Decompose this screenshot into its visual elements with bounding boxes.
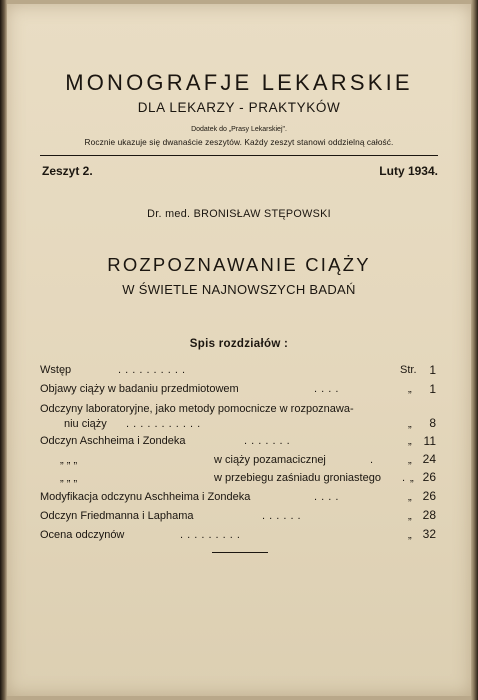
series-subtitle: DLA LEKARZY - PRAKTYKÓW [137,100,341,115]
toc-page-number: 26 [422,489,436,503]
toc-page-number: 1 [429,382,436,396]
author-name: Dr. med. BRONISŁAW STĘPOWSKI [147,208,331,220]
toc-ditto-marks: „ „ „ [60,454,78,466]
toc-entry-label: Odczyny laboratoryjne, jako metody pomocnicze w rozpoznawa- [40,403,354,415]
toc-leader-dots: . . . . . . [262,510,302,522]
toc-ditto-marks: „ „ „ [60,472,78,484]
toc-page-number: 8 [429,416,436,430]
toc-page-prefix: „ [408,435,412,447]
series-title: MONOGRAFJE LEKARSKIE [65,70,413,95]
toc-entry-label: w ciąży pozamacicznej [214,454,326,466]
toc-page-prefix: „ [408,454,412,466]
toc-page-number: 1 [429,363,436,377]
toc-entry-label: w przebiegu zaśniadu groniastego [214,472,381,484]
toc-entry-label: Ocena odczynów [40,529,125,541]
toc-page-prefix: „ [408,491,412,503]
toc-leader-dots: . . . . [314,491,339,503]
toc-page-prefix: „ [408,383,412,395]
frequency-note: Rocznie ukazuje się dwanaście zeszytów. Każdy zeszyt stanowi oddzielną całość. [84,137,394,147]
toc-entry-label: Modyfikacja odczynu Aschheima i Zondeka [40,491,251,503]
toc-heading: Spis rozdziałów : [189,338,289,350]
work-title: ROZPOZNAWANIE CIĄŻY [107,254,371,275]
toc-page-prefix: „ [408,529,412,541]
toc-leader-dots: . [370,454,374,466]
toc-leader-dots: . . . . . . . [244,435,291,447]
issue-date: Luty 1934. [379,164,438,178]
toc-entry-label: Wstęp [40,364,72,376]
toc-page-prefix: „ [410,472,414,484]
toc-page-number: 26 [422,470,436,484]
closing-rule [212,552,268,553]
toc-entry-label: Odczyn Friedmanna i Laphama [40,510,194,522]
issue-number: Zeszyt 2. [42,164,93,178]
toc-page-prefix: Str. [400,364,417,376]
toc-page-number: 11 [423,434,436,448]
toc-leader-dots: . . . . [314,383,339,395]
toc-page-number: 32 [422,527,436,541]
supplement-note: Dodatek do „Prasy Lekarskiej". [191,126,287,133]
toc-page-prefix: „ [408,510,412,522]
toc-leader-dots: . . . . . . . . . . . [126,418,201,430]
toc-leader-dots: . . . . . . . . . . [118,364,186,376]
toc-leader-dots: . [402,472,406,484]
toc-entry-label: Odczyn Aschheima i Zondeka [40,435,186,447]
toc-page-prefix: „ [408,418,412,430]
work-subtitle: W ŚWIETLE NAJNOWSZYCH BADAŃ [122,282,356,297]
toc-page-number: 28 [422,508,436,522]
toc-entry-label: Objawy ciąży w badaniu przedmiotowem [40,383,239,395]
toc-page-number: 24 [422,452,436,466]
toc-leader-dots: . . . . . . . . . [180,529,241,541]
toc-entry-label-continued: niu ciąży [64,418,107,430]
header-divider [40,155,438,156]
